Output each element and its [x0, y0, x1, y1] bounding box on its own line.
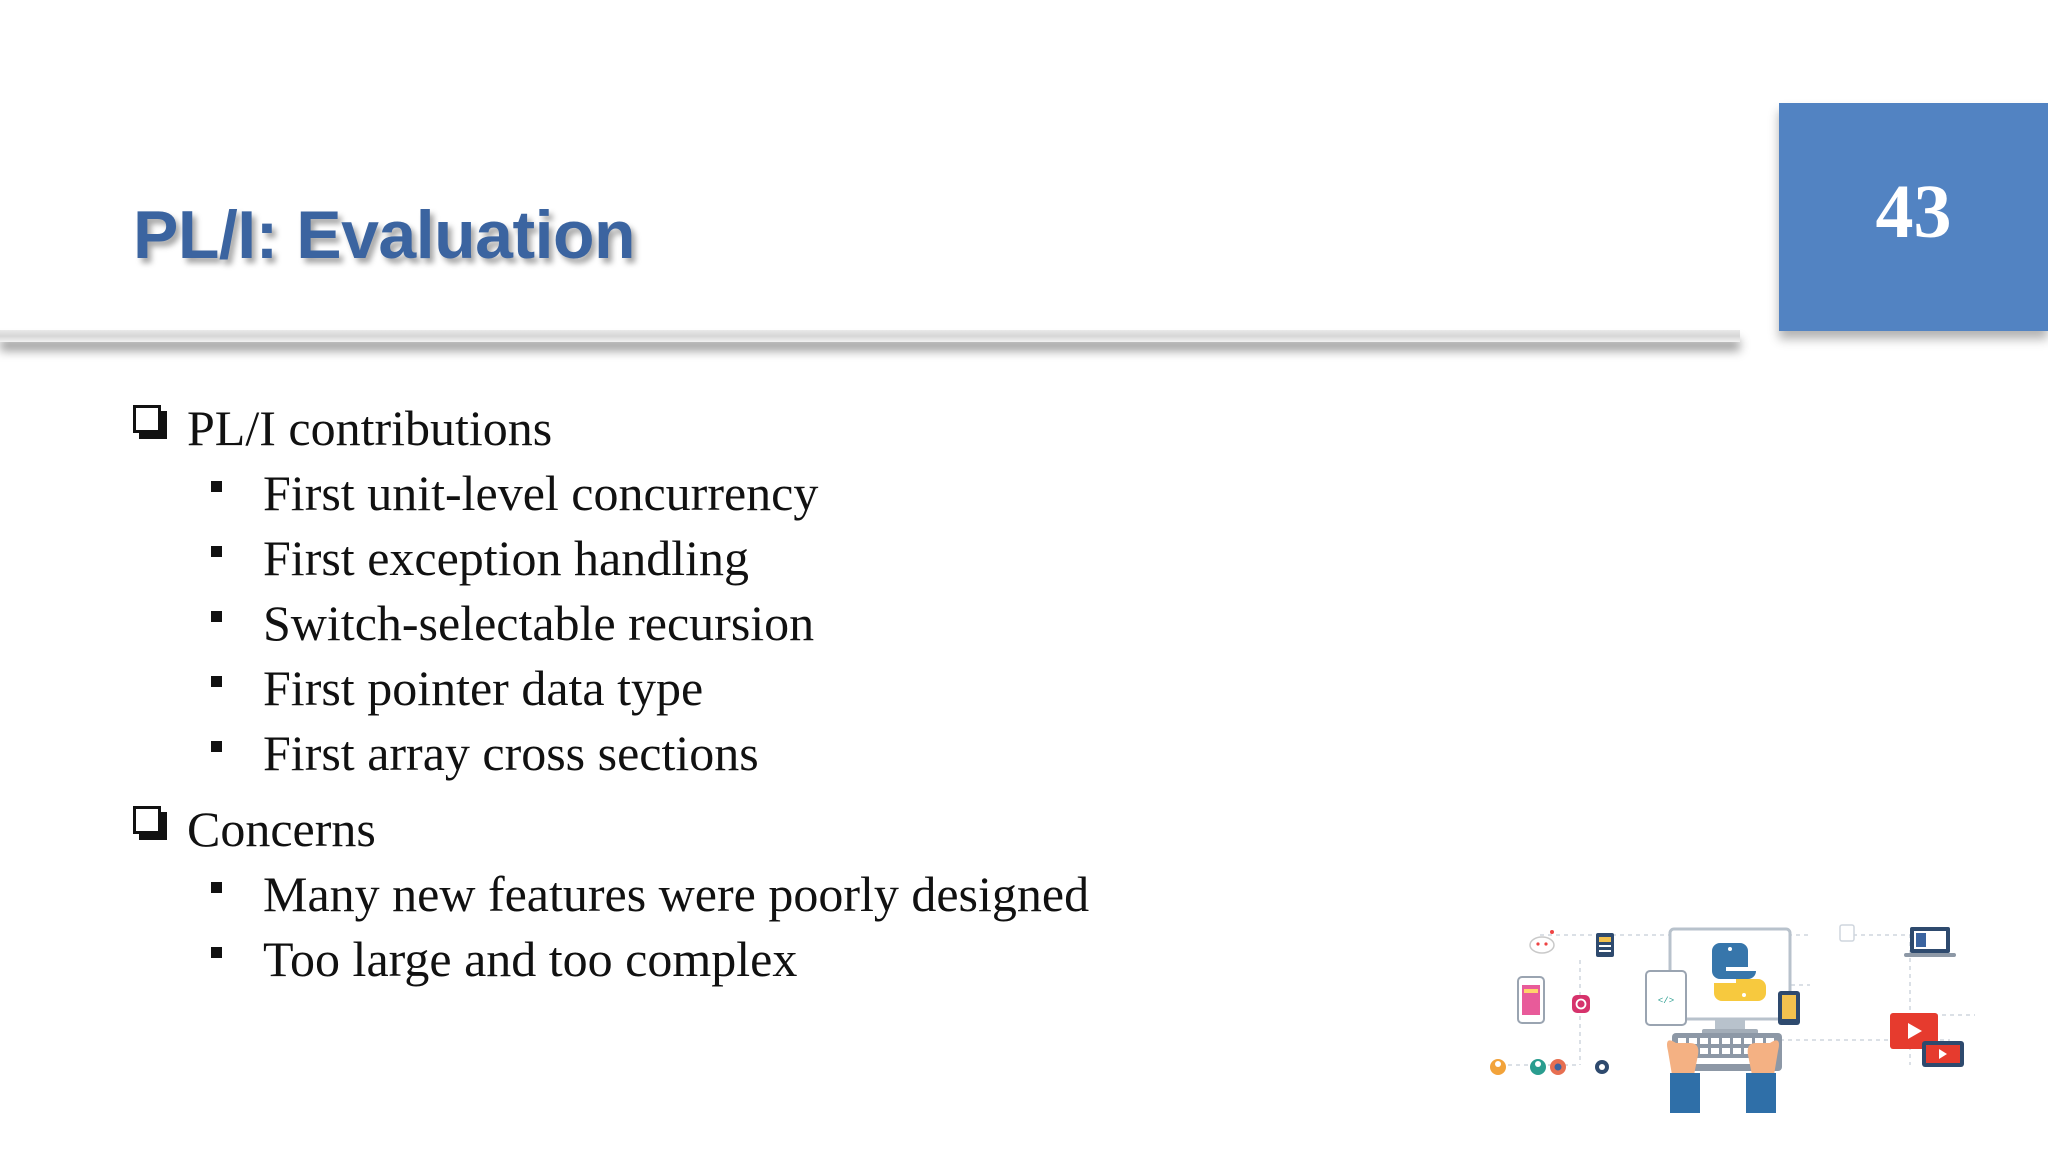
- square-bullet-icon: [211, 882, 222, 893]
- instagram-icon: [1572, 995, 1590, 1013]
- bullet-contributions: [133, 395, 1089, 461]
- page-number: 43: [1875, 169, 1952, 254]
- bullet-list: [133, 395, 1089, 992]
- square-bullet-icon: [211, 947, 222, 958]
- sub-bullet: [133, 862, 1089, 927]
- sub-bullet-text: First pointer data type: [263, 660, 704, 716]
- square-bullet-icon: [211, 611, 222, 622]
- title-underline: [0, 330, 1740, 342]
- badge-icon: [1840, 925, 1854, 941]
- checkbox-bullet-icon: [133, 405, 161, 433]
- sub-bullet: [133, 656, 1089, 721]
- sub-bullet-text: Many new features were poorly designed: [263, 866, 1090, 922]
- square-bullet-icon: [211, 481, 222, 492]
- reddit-icon: [1530, 930, 1554, 953]
- page-number-box: [1779, 103, 2048, 331]
- sub-bullet: [133, 461, 1089, 526]
- user-icon: [1490, 1059, 1609, 1075]
- calculator-icon: [1778, 991, 1800, 1025]
- sub-bullet: [133, 591, 1089, 656]
- square-bullet-icon: [211, 676, 222, 687]
- sub-bullet-text: First array cross sections: [263, 725, 759, 781]
- news-card-icon: [1596, 933, 1614, 957]
- slide-title: PL/I: Evaluation: [133, 197, 636, 273]
- sub-bullet: [133, 526, 1089, 591]
- sub-bullet-text: First exception handling: [263, 530, 750, 586]
- tablet-icon: [1646, 971, 1686, 1025]
- sub-bullet-text: Switch-selectable recursion: [263, 595, 815, 651]
- youtube-icon: [1890, 1013, 1964, 1067]
- square-bullet-icon: [211, 741, 222, 752]
- sub-bullet: [133, 927, 1089, 992]
- bullet-concerns: [133, 796, 1089, 862]
- sub-bullet-text: Too large and too complex: [263, 931, 798, 987]
- laptop-icon: [1904, 927, 1956, 957]
- svg-text:</>: </>: [1657, 996, 1675, 1006]
- sub-bullet-text: First unit-level concurrency: [263, 465, 819, 521]
- bullet-text: Concerns: [187, 801, 376, 857]
- smartphone-icon: [1518, 977, 1544, 1023]
- square-bullet-icon: [211, 546, 222, 557]
- sub-bullet: [133, 721, 1089, 786]
- programming-illustration: [1480, 915, 1990, 1115]
- checkbox-bullet-icon: [133, 806, 161, 834]
- bullet-text: PL/I contributions: [187, 400, 553, 456]
